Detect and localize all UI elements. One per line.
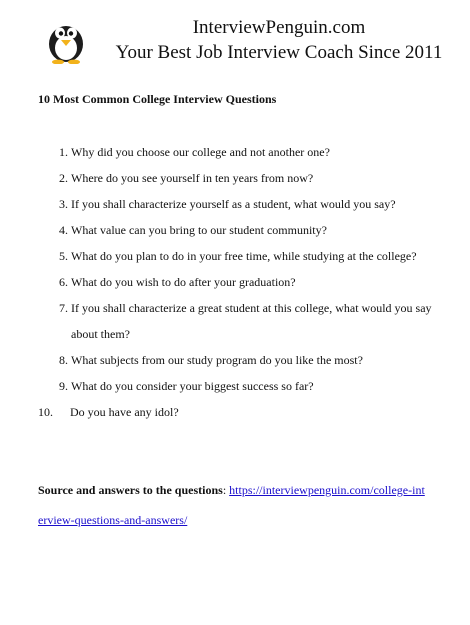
question-text: Why did you choose our college and not another one? — [71, 145, 330, 159]
questions-list — [38, 139, 438, 425]
question-item — [38, 139, 438, 165]
question-item — [38, 217, 438, 243]
question-number: 5. — [59, 249, 68, 263]
source-link[interactable]: https://interviewpenguin.com/college-interview-questions-and-answers/ — [38, 483, 425, 527]
question-number: 2. — [59, 171, 68, 185]
question-item — [38, 295, 438, 347]
source-separator: : — [222, 483, 230, 497]
question-item — [38, 191, 438, 217]
question-text: What value can you bring to our student community? — [71, 223, 327, 237]
question-item — [38, 165, 438, 191]
question-item — [38, 243, 438, 269]
question-number: 10. — [38, 405, 53, 419]
question-text: If you shall characterize a great student at this college, what would you say about them? — [71, 301, 432, 341]
question-text: What do you wish to do after your graduation? — [71, 275, 296, 289]
question-item — [38, 347, 438, 373]
question-text: Where do you see yourself in ten years from now? — [71, 171, 314, 185]
question-number: 7. — [59, 301, 68, 315]
question-item — [38, 269, 438, 295]
site-name: InterviewPenguin.com — [192, 17, 366, 38]
source-label: Source and answers to the questions — [38, 483, 223, 497]
source-line — [38, 475, 430, 535]
page-header — [0, 0, 470, 75]
question-number: 6. — [59, 275, 68, 289]
question-text: If you shall characterize yourself as a student, what would you say? — [71, 197, 396, 211]
question-text: Do you have any idol? — [70, 405, 179, 419]
question-number: 1. — [59, 145, 68, 159]
penguin-icon — [44, 18, 88, 64]
question-text: What do you plan to do in your free time, while studying at the college? — [71, 249, 417, 263]
question-item — [38, 373, 438, 399]
question-number: 4. — [59, 223, 68, 237]
question-number: 9. — [59, 379, 68, 393]
question-number: 8. — [59, 353, 68, 367]
site-tagline: Your Best Job Interview Coach Since 2011 — [115, 42, 443, 63]
question-text: What subjects from our study program do you like the most? — [71, 353, 363, 367]
question-item — [38, 399, 438, 425]
document-title: 10 Most Common College Interview Questions — [38, 92, 277, 106]
question-text: What do you consider your biggest success so far? — [71, 379, 314, 393]
question-number: 3. — [59, 197, 68, 211]
